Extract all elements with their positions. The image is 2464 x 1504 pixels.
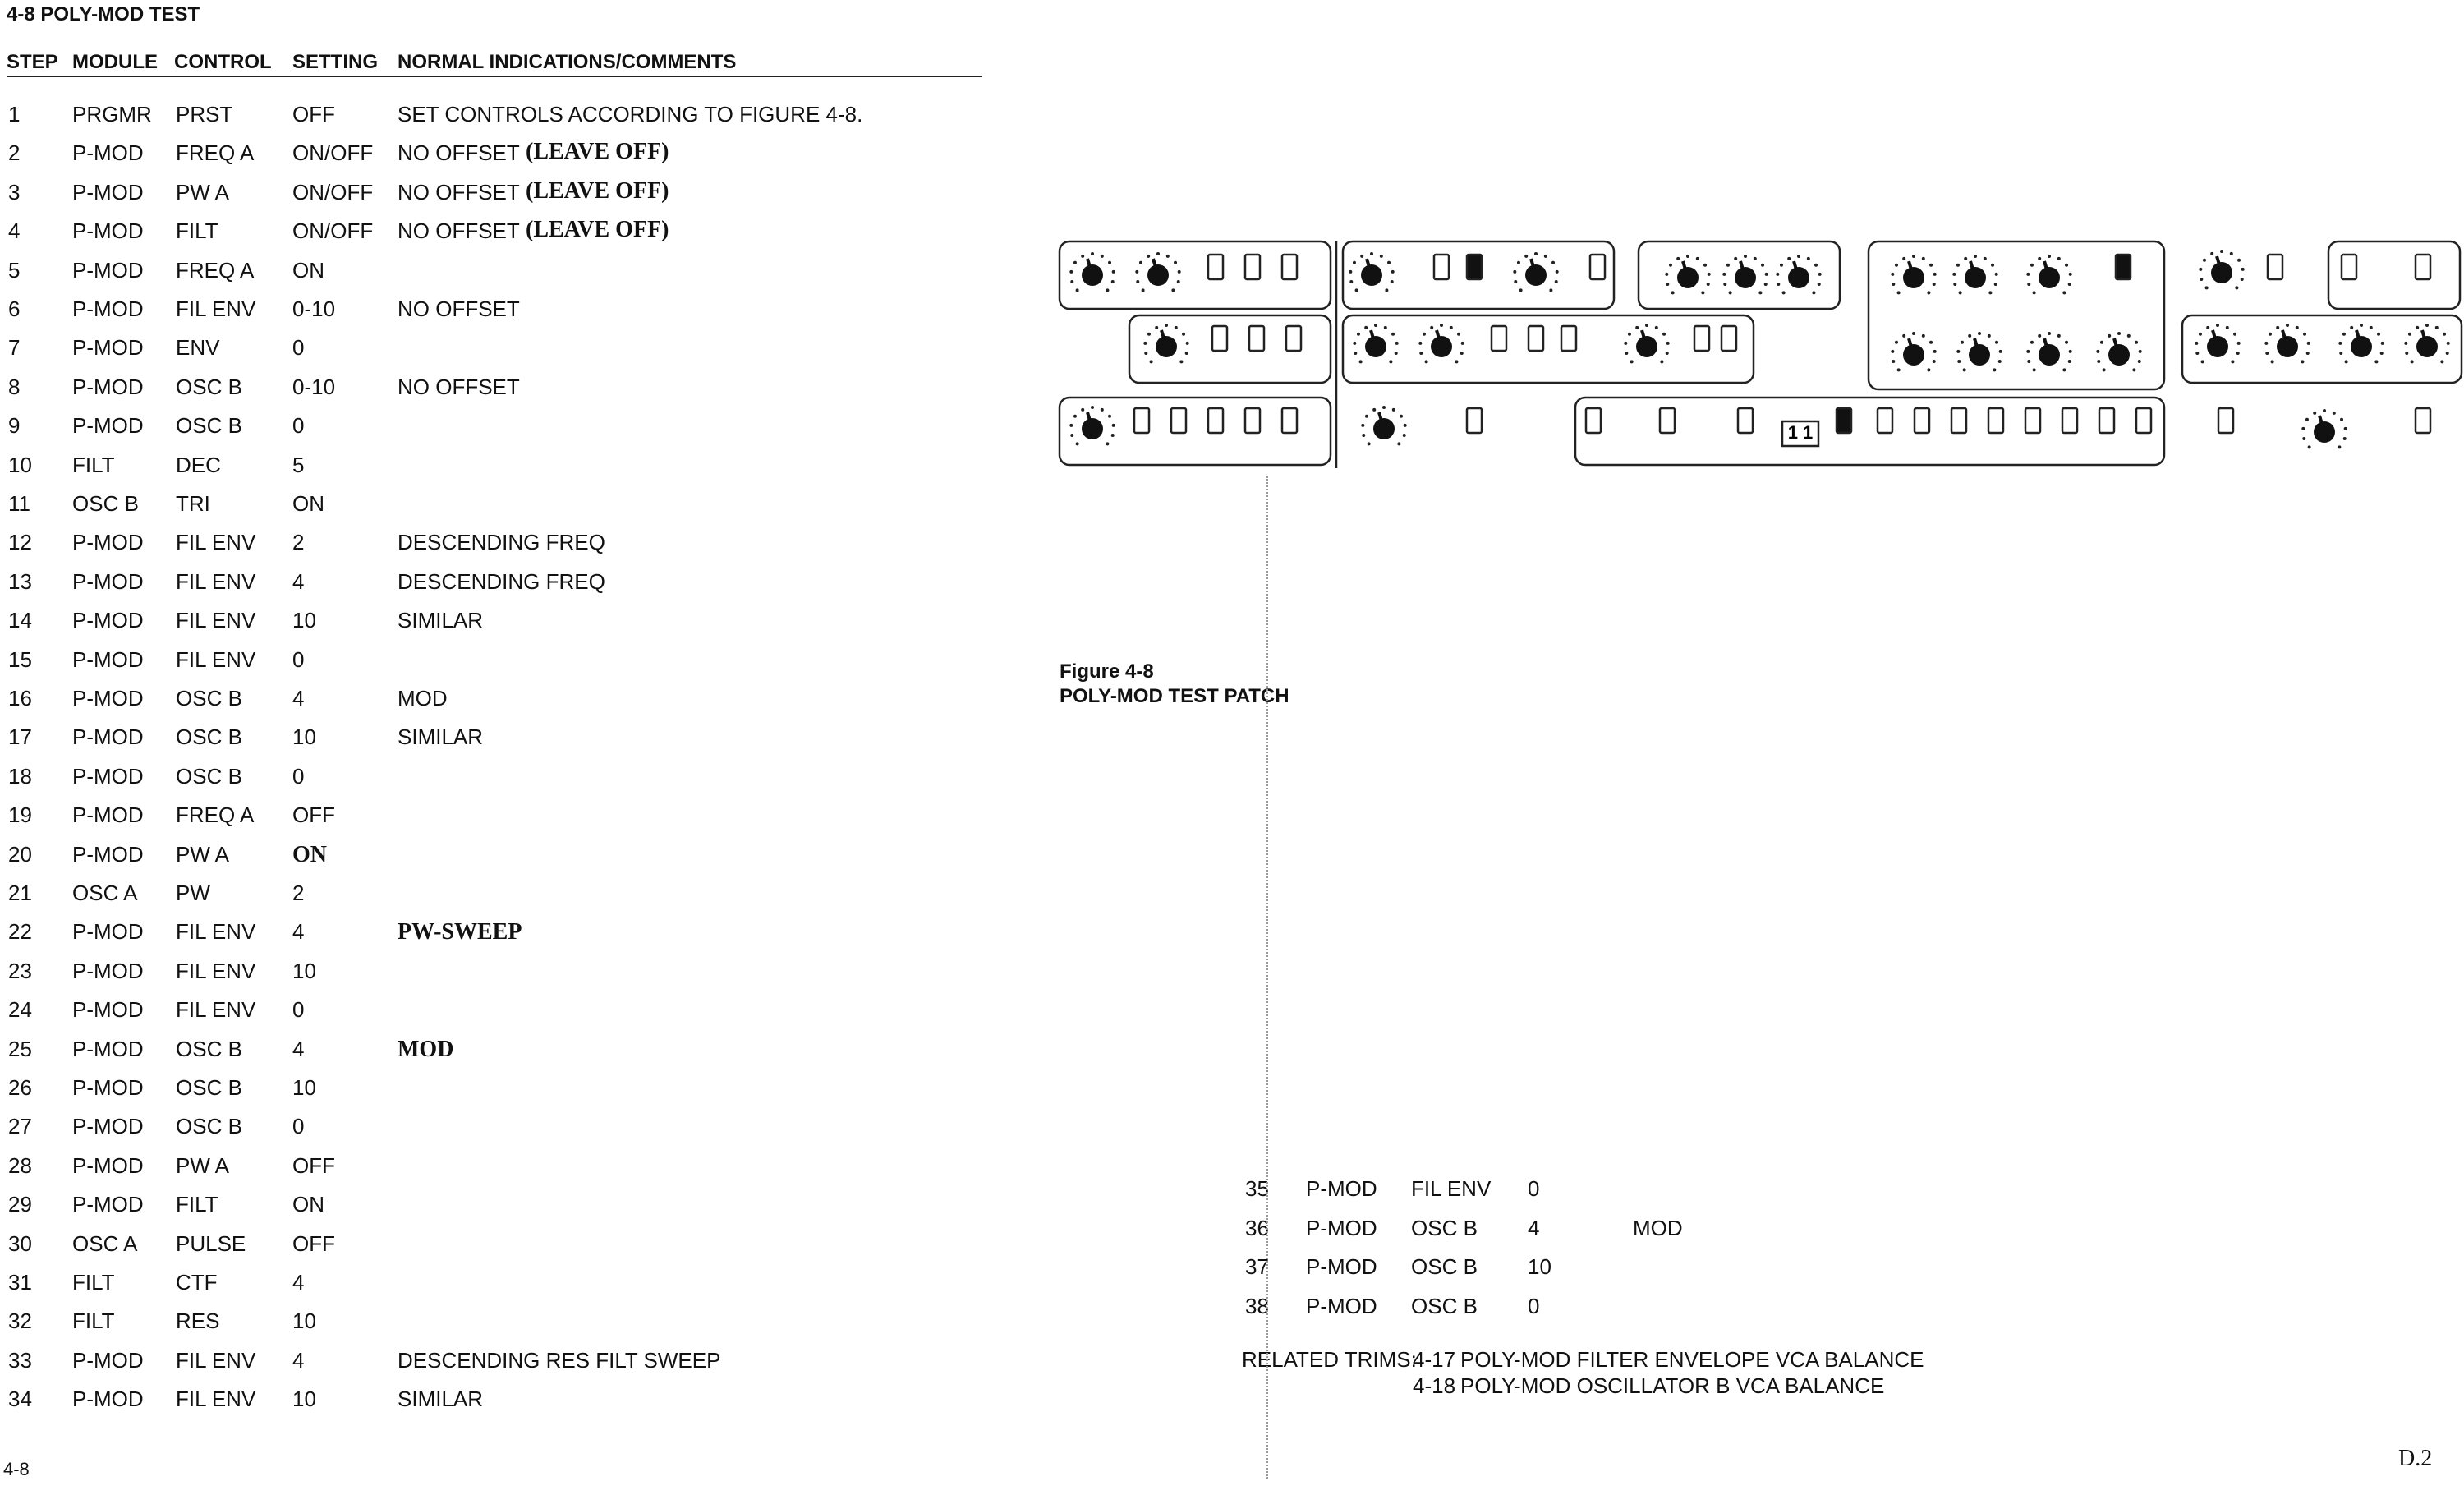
- switch-icon: [1590, 255, 1605, 279]
- step-3-step: 3: [8, 179, 21, 205]
- knob-icon: [1956, 332, 2002, 371]
- step-37-control: OSC B: [1411, 1254, 1478, 1279]
- step-5-setting: ON: [292, 257, 324, 283]
- step-28-control: PW A: [176, 1152, 230, 1178]
- step-34-module: P-MOD: [72, 1387, 144, 1412]
- step-22-setting: 4: [292, 919, 305, 945]
- step-17-control: OSC B: [176, 724, 242, 750]
- switch-icon: [2342, 255, 2356, 279]
- step-5-module: P-MOD: [72, 257, 144, 283]
- step-23-setting: 10: [292, 958, 316, 983]
- step-6-control: FIL ENV: [176, 297, 256, 321]
- step-11-step: 11: [8, 491, 30, 516]
- step-6-setting: 0-10: [292, 297, 336, 321]
- step-18-control: OSC B: [176, 763, 242, 789]
- knob-icon: [2264, 324, 2310, 363]
- knob-icon: [1891, 255, 1936, 294]
- switch-icon: [2268, 255, 2282, 279]
- knob-icon: [1624, 324, 1669, 363]
- step-13-comment: DESCENDING FREQ: [398, 568, 605, 594]
- step-23-control: FIL ENV: [176, 958, 256, 983]
- step-14-module: P-MOD: [72, 608, 144, 633]
- step-9-module: P-MOD: [72, 413, 144, 439]
- switch-icon: [1249, 326, 1264, 351]
- knob-icon: [2338, 324, 2384, 363]
- switch-icon: [2416, 408, 2430, 433]
- step-3-setting: ON/OFF: [292, 179, 374, 205]
- step-15-module: P-MOD: [72, 646, 144, 672]
- step-12-comment: DESCENDING FREQ: [398, 530, 605, 555]
- step-12-setting: 2: [292, 530, 305, 555]
- switch-icon: [2218, 408, 2233, 433]
- step-30-setting: OFF: [292, 1230, 335, 1256]
- step-25-module: P-MOD: [72, 1036, 144, 1061]
- page-number-right: D.2: [2398, 1446, 2433, 1471]
- step-24-step: 24: [8, 997, 32, 1023]
- step-38-control: OSC B: [1411, 1293, 1478, 1318]
- step-34-control: FIL ENV: [176, 1387, 256, 1412]
- panel-readout: 1 1: [1787, 422, 1814, 443]
- step-1-step: 1: [8, 102, 21, 126]
- step-38-step: 38: [1245, 1293, 1269, 1318]
- step-38-module: P-MOD: [1306, 1293, 1377, 1318]
- step-17-step: 17: [8, 724, 32, 750]
- step-21-control: PW: [176, 881, 210, 905]
- related-trims-label: RELATED TRIMS:: [1242, 1347, 1417, 1372]
- step-7-setting: 0: [292, 335, 305, 361]
- step-36-comment: MOD: [1633, 1215, 1683, 1240]
- step-11-control: TRI: [176, 491, 210, 516]
- knob-icon: [1069, 252, 1115, 292]
- knob-icon: [1722, 255, 1768, 294]
- step-32-control: RES: [176, 1309, 220, 1334]
- switch-icon: [2099, 408, 2114, 433]
- knob-icon: [1418, 324, 1464, 363]
- step-14-step: 14: [8, 608, 32, 633]
- step-29-setting: ON: [292, 1192, 324, 1217]
- switch-icon: [1586, 408, 1601, 433]
- step-19-module: P-MOD: [72, 803, 144, 828]
- step-35-step: 35: [1245, 1176, 1269, 1201]
- step-7-module: P-MOD: [72, 335, 144, 361]
- switch-icon: [1878, 408, 1892, 433]
- step-18-module: P-MOD: [72, 763, 144, 789]
- step-28-module: P-MOD: [72, 1152, 144, 1178]
- related-trim-1-text: POLY-MOD FILTER ENVELOPE VCA BALANCE: [1460, 1347, 1924, 1372]
- step-8-setting: 0-10: [292, 374, 336, 399]
- step-17-module: P-MOD: [72, 724, 144, 750]
- step-34-setting: 10: [292, 1387, 316, 1412]
- knob-icon: [1353, 324, 1398, 363]
- step-14-comment: SIMILAR: [398, 608, 484, 633]
- figure-number: Figure 4-8: [1060, 660, 1154, 683]
- step-31-control: CTF: [176, 1270, 218, 1295]
- knob-icon: [1891, 332, 1936, 371]
- step-12-step: 12: [8, 530, 32, 555]
- step-6-step: 6: [8, 297, 21, 321]
- step-2-control: FREQ A: [176, 140, 255, 166]
- step-38-setting: 0: [1528, 1293, 1540, 1318]
- step-20-module: P-MOD: [72, 841, 144, 867]
- step-12-control: FIL ENV: [176, 530, 256, 555]
- switch-icon: [1208, 255, 1223, 279]
- step-14-setting: 10: [292, 608, 316, 633]
- step-36-control: OSC B: [1411, 1215, 1478, 1240]
- step-4-note: (LEAVE OFF): [526, 217, 669, 243]
- step-30-control: PULSE: [176, 1230, 246, 1256]
- related-trim-2-text: POLY-MOD OSCILLATOR B VCA BALANCE: [1460, 1373, 1885, 1398]
- header-control: CONTROL: [174, 51, 272, 73]
- step-22-module: P-MOD: [72, 919, 144, 945]
- step-33-control: FIL ENV: [176, 1347, 256, 1373]
- step-1-control: PRST: [176, 102, 233, 126]
- step-27-step: 27: [8, 1114, 32, 1139]
- knob-icon: [2026, 255, 2071, 294]
- step-4-setting: ON/OFF: [292, 218, 374, 244]
- step-33-setting: 4: [292, 1347, 305, 1373]
- step-37-setting: 10: [1528, 1254, 1551, 1279]
- step-4-comment: NO OFFSET: [398, 218, 520, 244]
- step-6-module: P-MOD: [72, 297, 144, 321]
- switch-icon: [1722, 326, 1736, 351]
- step-33-step: 33: [8, 1347, 32, 1373]
- step-32-module: FILT: [72, 1309, 115, 1334]
- step-13-setting: 4: [292, 568, 305, 594]
- step-25-comment: MOD: [398, 1036, 454, 1062]
- switch-icon: [1286, 326, 1301, 351]
- step-20-setting: ON: [292, 841, 327, 867]
- step-28-step: 28: [8, 1152, 32, 1178]
- step-17-setting: 10: [292, 724, 316, 750]
- step-21-module: OSC A: [72, 881, 138, 905]
- step-29-module: P-MOD: [72, 1192, 144, 1217]
- step-16-setting: 4: [292, 686, 305, 711]
- switch-icon: [1951, 408, 1966, 433]
- step-3-note: (LEAVE OFF): [526, 177, 669, 204]
- knob-icon: [2096, 332, 2141, 371]
- switch-icon: [1988, 408, 2003, 433]
- knob-icon: [1952, 255, 1997, 294]
- step-31-step: 31: [8, 1270, 32, 1295]
- step-19-setting: OFF: [292, 803, 335, 828]
- switch-icon: [2136, 408, 2151, 433]
- control-panel-figure: [1055, 230, 2464, 485]
- step-21-setting: 2: [292, 881, 305, 905]
- step-36-setting: 4: [1528, 1215, 1540, 1240]
- step-37-module: P-MOD: [1306, 1254, 1377, 1279]
- switch-icon: [1245, 255, 1260, 279]
- step-20-control: PW A: [176, 841, 230, 867]
- knob-icon: [2026, 332, 2071, 371]
- step-18-setting: 0: [292, 763, 305, 789]
- step-7-control: ENV: [176, 335, 220, 361]
- step-10-setting: 5: [292, 452, 305, 477]
- step-15-step: 15: [8, 646, 32, 672]
- knob-icon: [1349, 252, 1394, 292]
- switch-icon: [1134, 408, 1149, 433]
- step-27-control: OSC B: [176, 1114, 242, 1139]
- step-21-step: 21: [8, 881, 32, 905]
- step-19-step: 19: [8, 803, 32, 828]
- header-step: STEP: [7, 51, 58, 73]
- step-10-step: 10: [8, 452, 32, 477]
- step-16-step: 16: [8, 686, 32, 711]
- step-4-step: 4: [8, 218, 21, 244]
- step-25-setting: 4: [292, 1036, 305, 1061]
- step-35-control: FIL ENV: [1411, 1176, 1492, 1201]
- knob-icon: [1361, 406, 1406, 445]
- step-8-comment: NO OFFSET: [398, 374, 520, 399]
- header-comments: NORMAL INDICATIONS/COMMENTS: [398, 51, 737, 73]
- step-35-setting: 0: [1528, 1176, 1540, 1201]
- step-36-step: 36: [1245, 1215, 1269, 1240]
- step-9-setting: 0: [292, 413, 305, 439]
- knob-icon: [1513, 252, 1558, 292]
- step-22-step: 22: [8, 919, 32, 945]
- step-16-comment: MOD: [398, 686, 448, 711]
- step-18-step: 18: [8, 763, 32, 789]
- step-14-control: FIL ENV: [176, 608, 256, 633]
- step-30-step: 30: [8, 1230, 32, 1256]
- step-31-setting: 4: [292, 1270, 305, 1295]
- step-2-module: P-MOD: [72, 140, 144, 166]
- switch-icon: [1282, 408, 1297, 433]
- step-26-step: 26: [8, 1075, 32, 1100]
- step-8-control: OSC B: [176, 374, 242, 399]
- oscillator-b-section: [1343, 315, 1754, 383]
- switch-icon: [2416, 255, 2430, 279]
- step-13-module: P-MOD: [72, 568, 144, 594]
- step-16-control: OSC B: [176, 686, 242, 711]
- switch-icon: [1282, 255, 1297, 279]
- step-6-comment: NO OFFSET: [398, 297, 520, 321]
- section-title: 4-8 POLY-MOD TEST: [7, 3, 200, 25]
- step-9-step: 9: [8, 413, 21, 439]
- step-19-control: FREQ A: [176, 803, 255, 828]
- switch-icon: [1694, 326, 1709, 351]
- step-17-comment: SIMILAR: [398, 724, 484, 750]
- step-33-comment: DESCENDING RES FILT SWEEP: [398, 1347, 721, 1373]
- step-27-setting: 0: [292, 1114, 305, 1139]
- step-32-step: 32: [8, 1309, 32, 1334]
- step-34-step: 34: [8, 1387, 32, 1412]
- step-1-module: PRGMR: [72, 102, 152, 126]
- step-36-module: P-MOD: [1306, 1215, 1377, 1240]
- switch-icon: [1434, 255, 1449, 279]
- step-25-control: OSC B: [176, 1036, 242, 1061]
- header-setting: SETTING: [292, 51, 379, 73]
- step-4-control: FILT: [176, 218, 218, 244]
- step-27-module: P-MOD: [72, 1114, 144, 1139]
- step-10-module: FILT: [72, 452, 115, 477]
- knob-icon: [1143, 324, 1188, 363]
- step-9-control: OSC B: [176, 413, 242, 439]
- step-2-setting: ON/OFF: [292, 140, 374, 166]
- step-2-step: 2: [8, 140, 21, 166]
- step-23-module: P-MOD: [72, 958, 144, 983]
- step-1-comment: SET CONTROLS ACCORDING TO FIGURE 4-8.: [398, 102, 863, 126]
- step-29-control: FILT: [176, 1192, 218, 1217]
- step-15-setting: 0: [292, 646, 305, 672]
- related-trim-2-code: 4-18: [1413, 1373, 1456, 1398]
- switch-icon: [1467, 408, 1482, 433]
- step-24-control: FIL ENV: [176, 997, 256, 1023]
- knob-icon: [2199, 250, 2244, 289]
- step-11-module: OSC B: [72, 491, 139, 516]
- fold-line: [1266, 476, 1268, 1479]
- step-3-control: PW A: [176, 179, 230, 205]
- switch-icon: [2062, 408, 2077, 433]
- header-module: MODULE: [72, 51, 158, 73]
- step-37-step: 37: [1245, 1254, 1269, 1279]
- step-24-module: P-MOD: [72, 997, 144, 1023]
- switch-icon: [2025, 408, 2040, 433]
- step-26-control: OSC B: [176, 1075, 242, 1100]
- knob-icon: [1665, 255, 1710, 294]
- switch-icon: [1561, 326, 1576, 351]
- switch-icon: [1171, 408, 1186, 433]
- step-25-step: 25: [8, 1036, 32, 1061]
- step-2-comment: NO OFFSET: [398, 140, 520, 166]
- switch-icon: [1837, 408, 1851, 433]
- switch-icon: [1208, 408, 1223, 433]
- step-28-setting: OFF: [292, 1152, 335, 1178]
- step-23-step: 23: [8, 958, 32, 983]
- knob-icon: [1776, 255, 1821, 294]
- step-33-module: P-MOD: [72, 1347, 144, 1373]
- step-3-comment: NO OFFSET: [398, 179, 520, 205]
- switch-icon: [1467, 255, 1482, 279]
- step-16-module: P-MOD: [72, 686, 144, 711]
- cassette-section: [2328, 241, 2460, 309]
- switch-icon: [1529, 326, 1543, 351]
- step-5-control: FREQ A: [176, 257, 255, 283]
- page-number-left: 4-8: [3, 1459, 30, 1479]
- step-15-control: FIL ENV: [176, 646, 256, 672]
- step-20-step: 20: [8, 841, 32, 867]
- header-rule: [7, 76, 982, 77]
- step-22-comment: PW-SWEEP: [398, 919, 522, 945]
- step-8-step: 8: [8, 374, 21, 399]
- switch-icon: [1212, 326, 1227, 351]
- step-2-note: (LEAVE OFF): [526, 139, 669, 165]
- figure-caption: POLY-MOD TEST PATCH: [1060, 685, 1289, 707]
- knob-icon: [2301, 409, 2347, 448]
- step-10-control: DEC: [176, 452, 221, 477]
- step-29-step: 29: [8, 1192, 32, 1217]
- knob-icon: [1069, 406, 1115, 445]
- step-13-control: FIL ENV: [176, 568, 256, 594]
- step-34-comment: SIMILAR: [398, 1387, 484, 1412]
- step-5-step: 5: [8, 257, 21, 283]
- step-8-module: P-MOD: [72, 374, 144, 399]
- step-3-module: P-MOD: [72, 179, 144, 205]
- step-26-module: P-MOD: [72, 1075, 144, 1100]
- step-30-module: OSC A: [72, 1230, 138, 1256]
- step-32-setting: 10: [292, 1309, 316, 1334]
- switch-icon: [1660, 408, 1675, 433]
- knob-icon: [2195, 324, 2240, 363]
- switch-icon: [1738, 408, 1753, 433]
- step-13-step: 13: [8, 568, 32, 594]
- step-4-module: P-MOD: [72, 218, 144, 244]
- step-12-module: P-MOD: [72, 530, 144, 555]
- switch-icon: [2116, 255, 2131, 279]
- switch-icon: [1915, 408, 1929, 433]
- step-31-module: FILT: [72, 1270, 115, 1295]
- step-7-step: 7: [8, 335, 21, 361]
- related-trim-1-code: 4-17: [1413, 1347, 1456, 1372]
- step-24-setting: 0: [292, 997, 305, 1023]
- knob-icon: [2404, 324, 2449, 363]
- switch-icon: [1492, 326, 1506, 351]
- knob-icon: [1135, 252, 1180, 292]
- step-26-setting: 10: [292, 1075, 316, 1100]
- switch-icon: [1245, 408, 1260, 433]
- step-35-module: P-MOD: [1306, 1176, 1377, 1201]
- step-1-setting: OFF: [292, 102, 335, 126]
- step-22-control: FIL ENV: [176, 919, 256, 945]
- step-11-setting: ON: [292, 491, 324, 516]
